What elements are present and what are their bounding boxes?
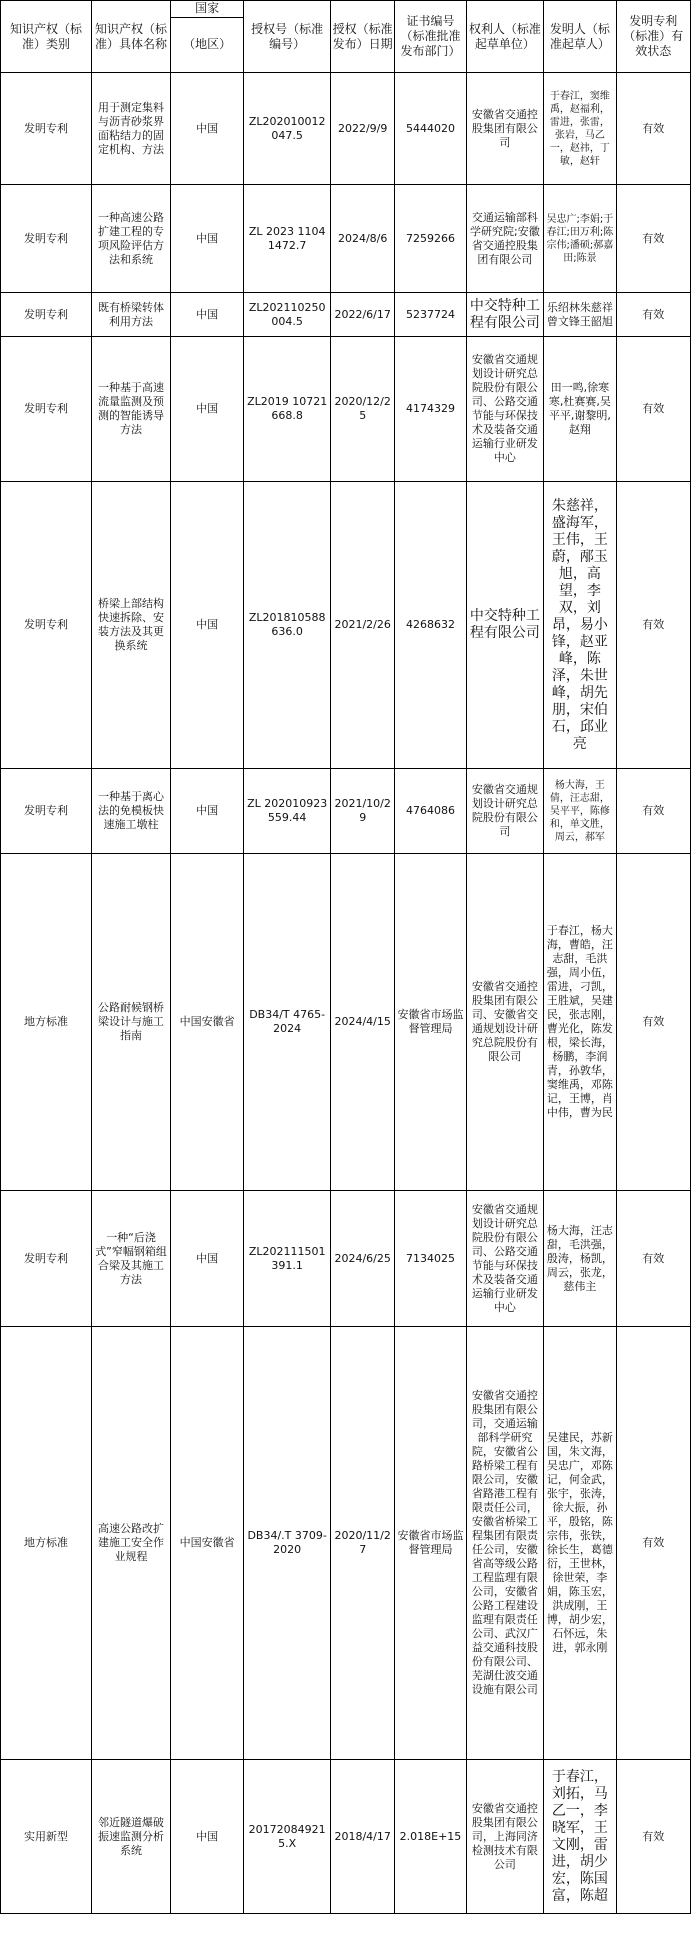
cell-date: 2021/10/29	[330, 769, 394, 854]
cell-date: 2018/4/17	[330, 1760, 394, 1914]
cell-type: 实用新型	[1, 1760, 92, 1914]
cell-status: 有效	[616, 73, 691, 185]
cell-date: 2024/8/6	[330, 185, 394, 293]
cell-name: 一种基于高速流量监测及预测的智能诱导方法	[92, 337, 171, 482]
cell-country: 中国安徽省	[170, 854, 243, 1191]
cell-date: 2024/6/25	[330, 1191, 394, 1327]
cell-date: 2020/11/27	[330, 1327, 394, 1760]
cell-country: 中国安徽省	[170, 1327, 243, 1760]
table-row	[1, 769, 691, 854]
cell-auth-no: ZL201810588636.0	[244, 482, 331, 769]
cell-cert-no: 4268632	[395, 482, 466, 769]
cell-name: 既有桥梁转体利用方法	[92, 293, 171, 337]
cell-auth-no: ZL202010012047.5	[244, 73, 331, 185]
cell-status: 有效	[616, 337, 691, 482]
cell-cert-no: 5444020	[395, 73, 466, 185]
cell-status: 有效	[616, 1191, 691, 1327]
cell-holder: 安徽省交通控股集团有限公司，上海同济检测技术有限公司	[466, 1760, 544, 1914]
cell-type: 发明专利	[1, 185, 92, 293]
cell-date: 2024/4/15	[330, 854, 394, 1191]
cell-type: 发明专利	[1, 769, 92, 854]
table-row	[1, 482, 691, 769]
cell-inventor: 杨大海，王倩，汪志甜，吴平平，陈修和，单文胜，周云，郝军	[544, 769, 616, 854]
cell-country: 中国	[170, 769, 243, 854]
cell-type: 发明专利	[1, 293, 92, 337]
cell-inventor: 朱慈祥，盛海军，王伟，王蔚，邴玉旭，高望，李双，刘昂，易小锋，赵亚峰，陈泽，朱世峰，胡先朋，宋伯石，邱业亮	[544, 482, 616, 769]
cell-type: 地方标准	[1, 854, 92, 1191]
header-type: 知识产权（标准）类别	[1, 1, 92, 73]
cell-country: 中国	[170, 293, 243, 337]
table-row	[1, 185, 691, 293]
cell-name: 一种基于离心法的免模板快速施工墩柱	[92, 769, 171, 854]
cell-inventor: 于春江，窦维禹，赵福利，雷进，张雷，张岩，马乙一，赵祎，丁敏，赵轩	[544, 73, 616, 185]
cell-holder: 安徽省交通规划设计研究总院股份有限公司、公路交通节能与环保技术及装备交通运输行业研发中心	[466, 337, 544, 482]
table-row	[1, 293, 691, 337]
cell-auth-no: ZL2019 10721668.8	[244, 337, 331, 482]
cell-cert-no: 4174329	[395, 337, 466, 482]
cell-inventor: 吴建民，苏新国，朱文海，吴忠广，邓陈记，何金武，张宇，张涛，徐大振，孙平，殷铭，陈宗伟，张铁，徐长生，葛德衍，王世林，徐世荣，李娟，陈玉宏，洪成刚，王博，胡少宏，石怀远，朱进，郭永刚	[544, 1327, 616, 1760]
header-country: 国家	[195, 1, 220, 15]
cell-auth-no: ZL202111501391.1	[244, 1191, 331, 1327]
cell-name: 公路耐候钢桥梁设计与施工指南	[92, 854, 171, 1191]
cell-holder: 安徽省交通规划设计研究总院股份有限公司	[466, 769, 544, 854]
cell-cert-no: 7134025	[395, 1191, 466, 1327]
table-row	[1, 1327, 691, 1760]
cell-auth-no: ZL 202010923559.44	[244, 769, 331, 854]
cell-holder: 交通运输部科学研究院;安徽省交通控股集团有限公司	[466, 185, 544, 293]
table-row	[1, 854, 691, 1191]
header-status: 发明专利（标准）有效状态	[616, 1, 691, 73]
table-row	[1, 1191, 691, 1327]
cell-cert-no: 2.018E+15	[395, 1760, 466, 1914]
cell-cert-no: 7259266	[395, 185, 466, 293]
cell-date: 2022/6/17	[330, 293, 394, 337]
cell-status: 有效	[616, 1327, 691, 1760]
cell-country: 中国	[170, 1191, 243, 1327]
cell-country: 中国	[170, 482, 243, 769]
header-name: 知识产权（标准）具体名称	[92, 1, 171, 73]
cell-holder: 中交特种工程有限公司	[466, 482, 544, 769]
cell-inventor: 乐绍林朱慈祥曾文锋王韶旭	[544, 293, 616, 337]
cell-country: 中国	[170, 1760, 243, 1914]
cell-country: 中国	[170, 73, 243, 185]
cell-country: 中国	[170, 185, 243, 293]
cell-country: 中国	[170, 337, 243, 482]
cell-cert-no: 4764086	[395, 769, 466, 854]
cell-type: 发明专利	[1, 482, 92, 769]
cell-type: 发明专利	[1, 1191, 92, 1327]
cell-inventor: 杨大海，汪志甜，毛洪强，殷涛，杨凯，周云，张龙，慈伟主	[544, 1191, 616, 1327]
cell-date: 2020/12/25	[330, 337, 394, 482]
cell-name: 高速公路改扩建施工安全作业规程	[92, 1327, 171, 1760]
cell-type: 地方标准	[1, 1327, 92, 1760]
cell-holder: 安徽省交通控股集团有限公司	[466, 73, 544, 185]
cell-status: 有效	[616, 293, 691, 337]
cell-status: 有效	[616, 854, 691, 1191]
header-holder: 权利人（标准起草单位）	[466, 1, 544, 73]
header-cert-no: 证书编号（标准批准发布部门）	[395, 1, 466, 73]
cell-status: 有效	[616, 769, 691, 854]
table-row	[1, 337, 691, 482]
cell-auth-no: 201720849215.X	[244, 1760, 331, 1914]
cell-inventor: 于春江，刘拓，马乙一，李晓军，王文刚，雷进，胡少宏，陈国富，陈超	[544, 1760, 616, 1914]
cell-status: 有效	[616, 482, 691, 769]
cell-auth-no: DB34/.T 3709-2020	[244, 1327, 331, 1760]
header-row	[1, 1, 691, 73]
cell-type: 发明专利	[1, 73, 92, 185]
cell-name: 用于测定集料与沥青砂浆界面粘结力的固定机构、方法	[92, 73, 171, 185]
cell-name: 一种高速公路扩建工程的专项风险评估方法和系统	[92, 185, 171, 293]
cell-type: 发明专利	[1, 337, 92, 482]
cell-auth-no: ZL 2023 11041472.7	[244, 185, 331, 293]
cell-date: 2022/9/9	[330, 73, 394, 185]
cell-holder: 安徽省交通控股集团有限公司，交通运输部科学研究院，安徽省公路桥梁工程有限公司，安徽省路港工程有限责任公司，安徽省桥梁工程集团有限责任公司，安徽省高等级公路工程监理有限公司，安徽省公路工程建设监理有限责任公司、武汉广益交通科技股份有限公司、芜湖仕波交通设施有限公司	[466, 1327, 544, 1760]
cell-name: 邻近隧道爆破振速监测分析系统	[92, 1760, 171, 1914]
cell-status: 有效	[616, 185, 691, 293]
header-date: 授权（标准发布）日期	[330, 1, 394, 73]
cell-status: 有效	[616, 1760, 691, 1914]
header-divider	[171, 17, 243, 18]
table-row	[1, 1760, 691, 1914]
cell-name: 桥梁上部结构快速拆除、安装方法及其更换系统	[92, 482, 171, 769]
cell-holder: 安徽省交通控股集团有限公司、安徽省交通规划设计研究总院股份有限公司	[466, 854, 544, 1191]
header-inventor: 发明人（标准起草人）	[544, 1, 616, 73]
cell-inventor: 吴忠广;李娟;于春江;田万利;陈宗伟;潘硕;郝嘉田;陈景	[544, 185, 616, 293]
cell-holder: 中交特种工程有限公司	[466, 293, 544, 337]
cell-auth-no: DB34/T 4765-2024	[244, 854, 331, 1191]
cell-date: 2021/2/26	[330, 482, 394, 769]
table-row	[1, 73, 691, 185]
cell-inventor: 田一鸣,徐寒寒,杜赛赛,吴平平,谢黎明,赵翔	[544, 337, 616, 482]
cell-auth-no: ZL202110250004.5	[244, 293, 331, 337]
cell-holder: 安徽省交通规划设计研究总院股份有限公司、公路交通节能与环保技术及装备交通运输行业研发中心	[466, 1191, 544, 1327]
header-region: （地区）	[183, 37, 232, 51]
cell-cert-no: 5237724	[395, 293, 466, 337]
header-country-region	[170, 1, 243, 73]
header-auth-no: 授权号（标准编号）	[244, 1, 331, 73]
cell-cert-no: 安徽省市场监督管理局	[395, 1327, 466, 1760]
cell-inventor: 于春江，杨大海，曹皓，汪志甜，毛洪强，周小伍，雷进，刁凯，王胜斌，吴建民，张志刚，曹光化，陈发根，梁长海，杨鹏，李润青，孙敦华，窦维禹，邓陈记，王博，肖中伟，曹为民	[544, 854, 616, 1191]
cell-name: 一种“后浇式”窄幅钢箱组合梁及其施工方法	[92, 1191, 171, 1327]
cell-cert-no: 安徽省市场监督管理局	[395, 854, 466, 1191]
